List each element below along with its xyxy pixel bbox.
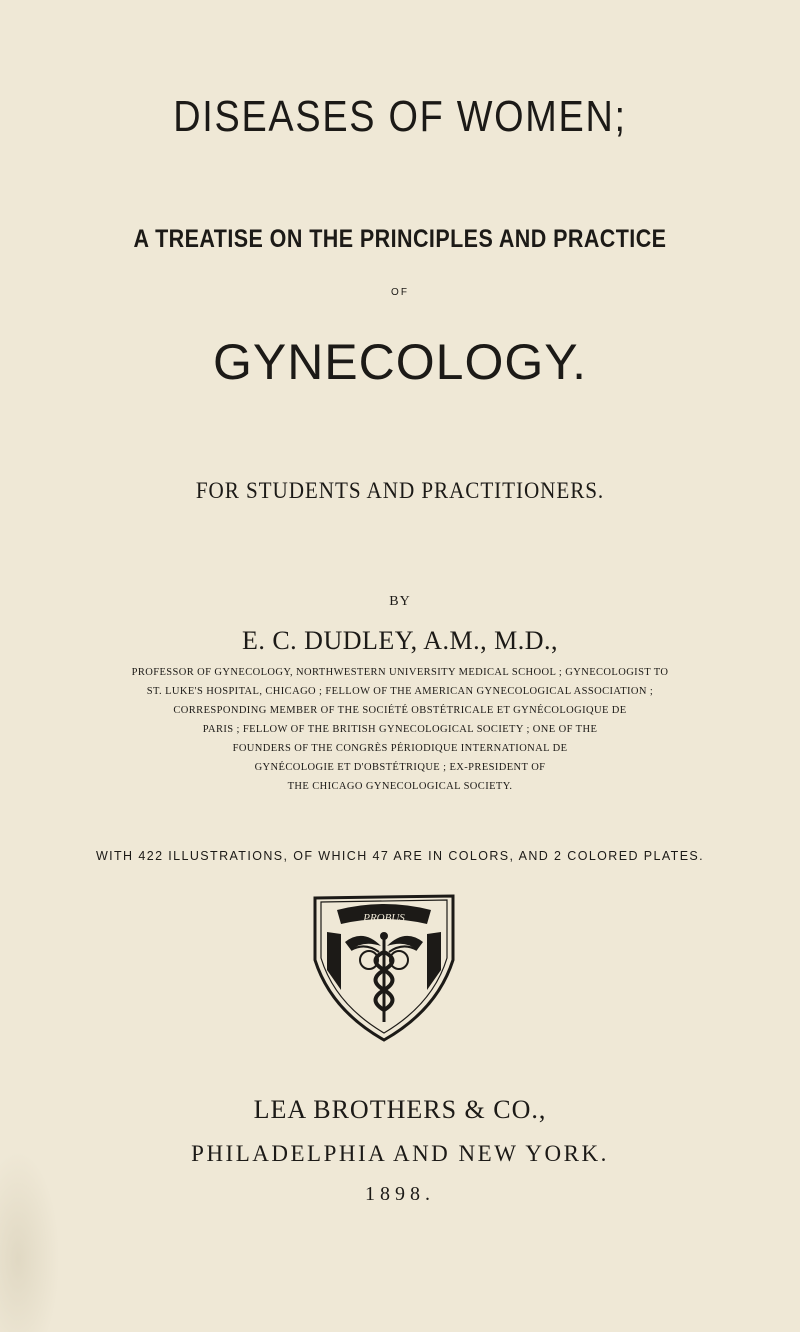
book-subject: GYNECOLOGY. [212, 334, 588, 390]
book-title: DISEASES OF WOMEN; [173, 92, 627, 141]
author-credentials-line: ST. LUKE'S HOSPITAL, CHICAGO ; FELLOW OF THE AMERICAN GYNECOLOGICAL ASSOCIATION ; [146, 686, 654, 697]
by-line: BY [389, 594, 411, 609]
author-credentials-line: PROFESSOR OF GYNECOLOGY, NORTHWESTERN UNIVERSITY MEDICAL SCHOOL ; GYNECOLOGIST TO [131, 667, 669, 678]
page-stain [0, 1150, 60, 1332]
publisher-name: LEA BROTHERS & CO., [253, 1095, 547, 1124]
illustrations-note: WITH 422 ILLUSTRATIONS, OF WHICH 47 ARE IN COLORS, AND 2 COLORED PLATES. [95, 849, 705, 863]
audience-line: FOR STUDENTS AND PRACTITIONERS. [195, 478, 605, 503]
caduceus-shield-icon [307, 890, 461, 1044]
author-credentials-line: FOUNDERS OF THE CONGRÈS PÉRIODIQUE INTERNATIONAL DE [232, 743, 568, 754]
author-name: E. C. DUDLEY, A.M., M.D., [241, 626, 559, 655]
author-credentials-line: PARIS ; FELLOW OF THE BRITISH GYNECOLOGICAL SOCIETY ; ONE OF THE [202, 724, 598, 735]
author-credentials-line: GYNÉCOLOGIE ET D'OBSTÉTRIQUE ; EX-PRESIDENT OF [254, 762, 546, 773]
publication-year: 1898. [365, 1183, 435, 1205]
author-credentials-line: THE CHICAGO GYNECOLOGICAL SOCIETY. [287, 781, 513, 792]
book-subtitle: A TREATISE ON THE PRINCIPLES AND PRACTICE [133, 225, 667, 253]
emblem-motto: PROBUS [363, 912, 405, 924]
author-credentials-line: CORRESPONDING MEMBER OF THE SOCIÉTÉ OBSTÉTRICALE ET GYNÉCOLOGIQUE DE [173, 705, 627, 716]
subtitle-connector: OF [391, 287, 409, 298]
publisher-city: PHILADELPHIA AND NEW YORK. [191, 1141, 609, 1166]
